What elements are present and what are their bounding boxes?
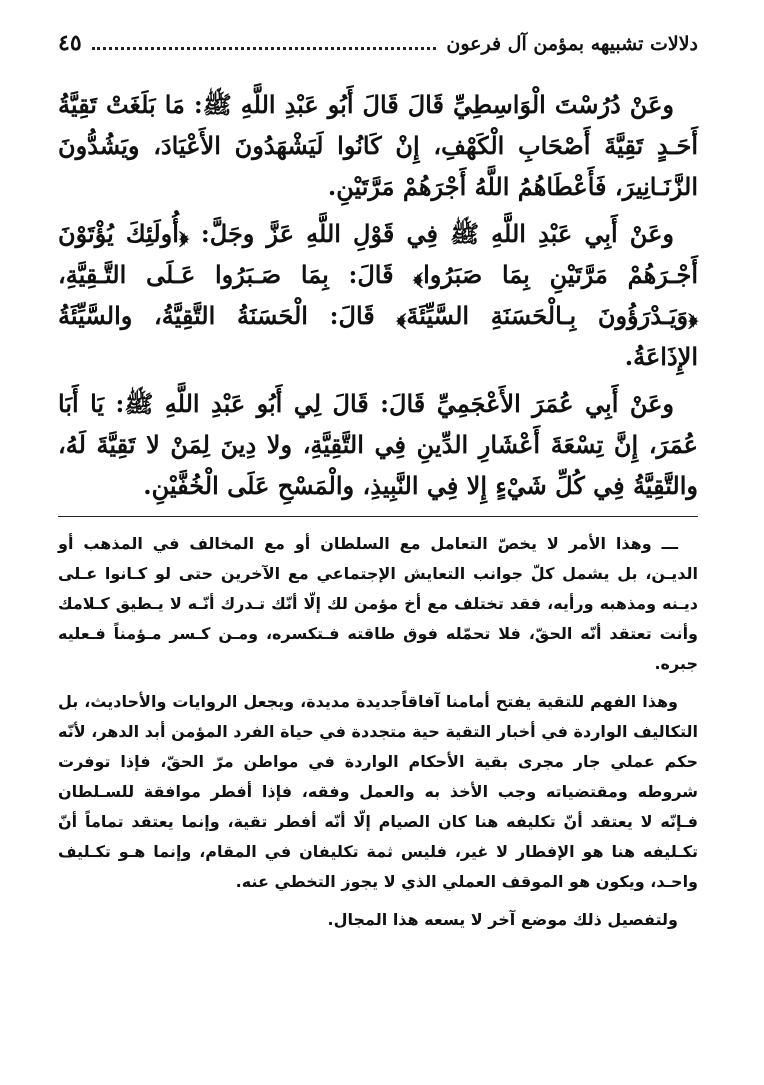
header-dot-leader [92,35,437,50]
paragraph: وعَنْ دُرُسْتَ الْوَاسِطِيِّ قَالَ قَالَ أَبُو عَبْدِ اللَّهِ ﷺ: مَا بَلَغَتْ تَقِيَّةُ أَحَـدٍ تَقِيَّةَ أَصْحَابِ الْكَهْفِ، إِنْ كَانُوا لَيَشْهَدُونَ الأَعْيَادَ، ويَشُدُّونَ الزَّنَـانِيرَ، فَأَعْطَاهُمُ اللَّهُ أَجْرَهُمْ مَرَّتَيْنِ. [58,90,698,201]
paragraph: وعَنْ أَبِي عُمَرَ الأَعْجَمِيِّ قَالَ: قَالَ لِي أَبُو عَبْدِ اللَّهِ ﷺ: يَا أَبَا عُمَرَ، إِنَّ تِسْعَةَ أَعْشَارِ الدِّينِ فِي التَّقِيَّةِ، ولا دِينَ لِمَنْ لا تَقِيَّةَ لَهُ، والتَّقِيَّةُ فِي كُلِّ شَيْءٍ إِلا فِي النَّبِيذِ، والْمَسْحِ عَلَى الْخُفَّيْنِ. [58,389,698,500]
footnote-paragraph: ولتفصيل ذلك موضع آخر لا يسعه هذا المجال. [327,910,678,929]
footnote-paragraph: وهذا الفهم للتقية يفتح أمامنا آفاقاًجديدة مديدة، ويجعل الروايات والأحاديث، بل التكاليف الواردة في أخبار التقية حية متجددة في حياة الفرد المؤمن أبد الدهر، لأنّه حكم عملي جار مجرى بقية الأحكام الواردة في مواطن مرّ الحقّ، فإذا توفرت شروطه ومقتضياته وجب الأخذ به والعمل وفقه، فإذا أفطر موافقة للسـلطان فـإنّه لا يعتقد أنّ تكليفه هنا كان الصيام إلّا أنّه أفطر تقية، وإنما يعتقد تماماً أنّ تكـليفه هنا هو الإفطار لا غير، فليس ثمة تكليفان في المقام، وإنما هـو تكـليف واحـد، ويكون هو الموقف العملي الذي لا يجوز التخطي عنه. [58,692,698,891]
main-text [58,84,698,506]
paragraph: وعَنْ أَبِي عَبْدِ اللَّهِ ﷺ فِي قَوْلِ اللَّهِ عَزَّ وجَلَّ: ﴿أُولَئِكَ يُؤْتَوْنَ أَجْـرَهُمْ مَرَّتَيْنِ بِمَا صَبَرُوا﴾ قَالَ: بِمَا صَـبَرُوا عَـلَى التَّـقِيَّةِ، ﴿وَيَـدْرَؤُونَ بِـالْحَسَنَةِ السَّيِّئَةَ﴾ قَالَ: الْحَسَنَةُ التَّقِيَّةُ، والسَّيِّئَةُ الإِذَاعَةُ. [58,219,698,371]
book-page [58,30,698,943]
footnote-separator [58,516,698,517]
footnotes [58,529,698,935]
page-header [58,30,698,70]
page-number: ٤٥ [58,30,82,56]
running-title: دلالات تشبيهه بمؤمن آل فرعون [446,33,698,55]
footnote-paragraph: ـــ وهذا الأمر لا يخصّ التعامل مع السلطان أو مع المخالف في المذهب أو الديـن، بل يشمل كلّ جوانب التعايش الإجتماعي مع الآخرين حتى لو كـانوا عـلى ديـنه ومذهبه ورأيه، فقد تختلف مع أخ مؤمن لك إلّا أنّك تـدرك أنّـه لا يـطيق كـلامك وأنت تعتقد أنّه الحقّ، فلا تحمّله فوق طاقته فـتكسره، ومـن كـسر مـؤمناً فـعليه جبره. [58,534,698,673]
